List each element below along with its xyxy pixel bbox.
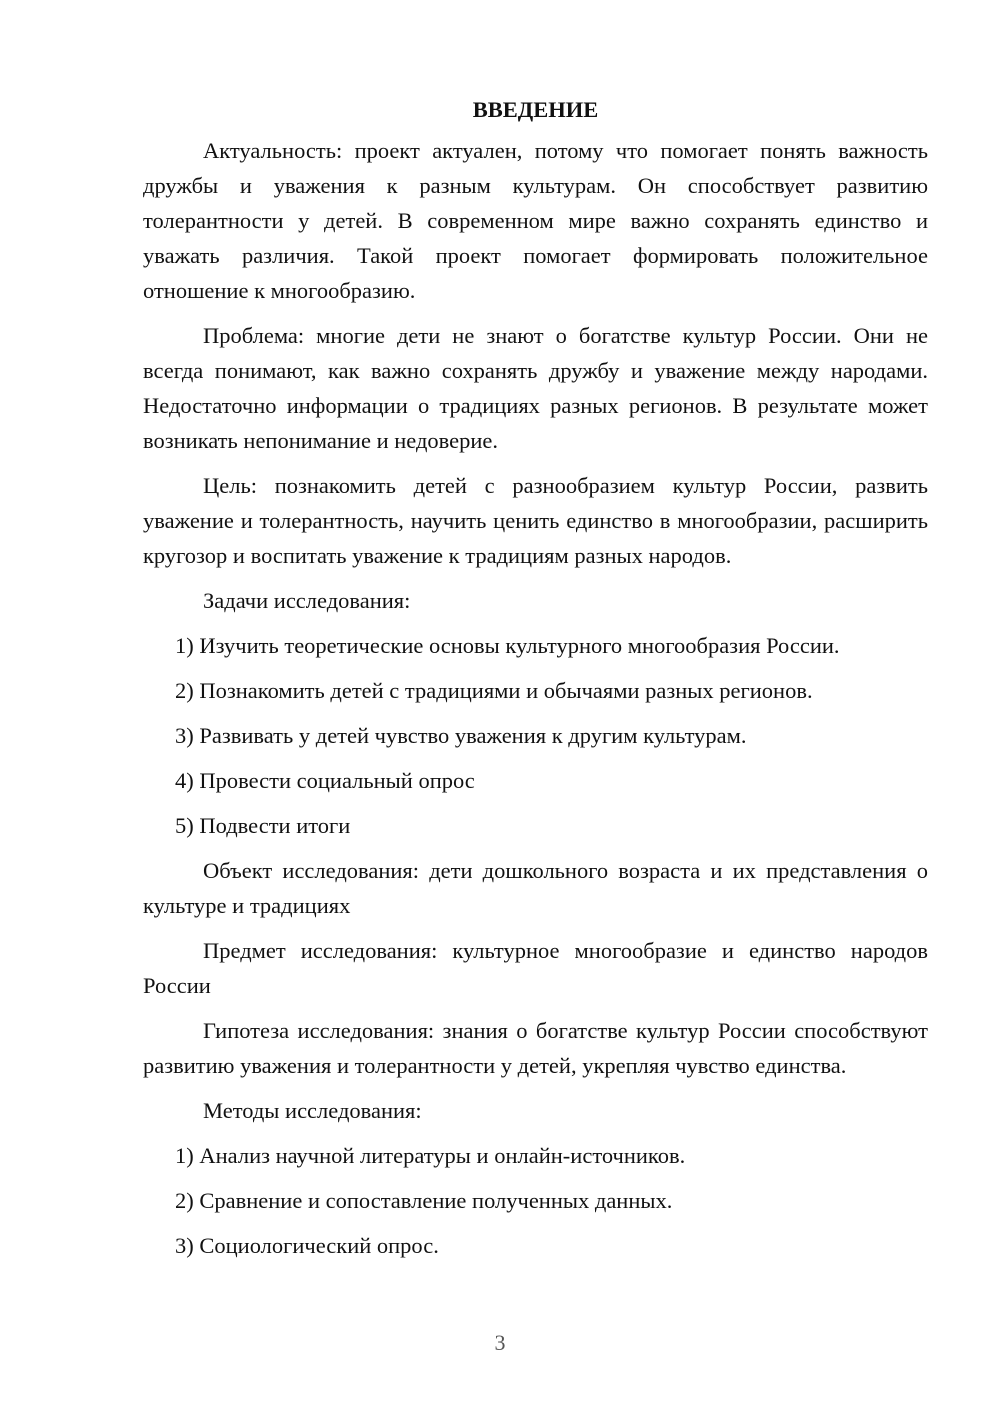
tasks-heading: Задачи исследования:	[203, 588, 411, 613]
problem-paragraph: Проблема: многие дети не знают о богатстве культур России. Они не всегда понимают, как важно сохранять дружбу и уважение между народами. Недостаточно информации о традициях разных регионов. В результате может возникать непонимание и недоверие.	[143, 323, 928, 453]
tasks-list	[143, 628, 928, 843]
page-number: 3	[494, 1330, 506, 1355]
goal-paragraph: Цель: познакомить детей с разнообразием культур России, развить уважение и толерантность, научить ценить единство в многообразии, расширить кругозор и воспитать уважение к традициям разных народов.	[143, 473, 928, 568]
list-item: 3) Развивать у детей чувство уважения к другим культурам.	[175, 723, 747, 748]
methods-heading: Методы исследования:	[203, 1098, 422, 1123]
list-item: 3) Социологический опрос.	[175, 1233, 439, 1258]
list-item: 4) Провести социальный опрос	[175, 768, 475, 793]
list-item: 5) Подвести итоги	[175, 813, 351, 838]
document-page	[143, 92, 928, 1273]
subject-paragraph: Предмет исследования: культурное многообразие и единство народов России	[143, 938, 928, 998]
methods-list	[143, 1138, 928, 1263]
relevance-paragraph: Актуальность: проект актуален, потому что помогает понять важность дружбы и уважения к разным культурам. Он способствует развитию толерантности у детей. В современном мире важно сохранять единство и уважать различия. Такой проект помогает формировать положительное отношение к многообразию.	[143, 138, 928, 303]
list-item: 1) Изучить теоретические основы культурного многообразия России.	[175, 633, 840, 658]
hypothesis-paragraph: Гипотеза исследования: знания о богатстве культур России способствуют развитию уважения и толерантности у детей, укрепляя чувство единства.	[143, 1018, 928, 1078]
section-title: ВВЕДЕНИЕ	[472, 97, 599, 122]
list-item: 2) Познакомить детей с традициями и обычаями разных регионов.	[175, 678, 813, 703]
object-paragraph: Объект исследования: дети дошкольного возраста и их представления о культуре и традициях	[143, 858, 928, 918]
list-item: 2) Сравнение и сопоставление полученных данных.	[175, 1188, 673, 1213]
list-item: 1) Анализ научной литературы и онлайн-источников.	[175, 1143, 686, 1168]
